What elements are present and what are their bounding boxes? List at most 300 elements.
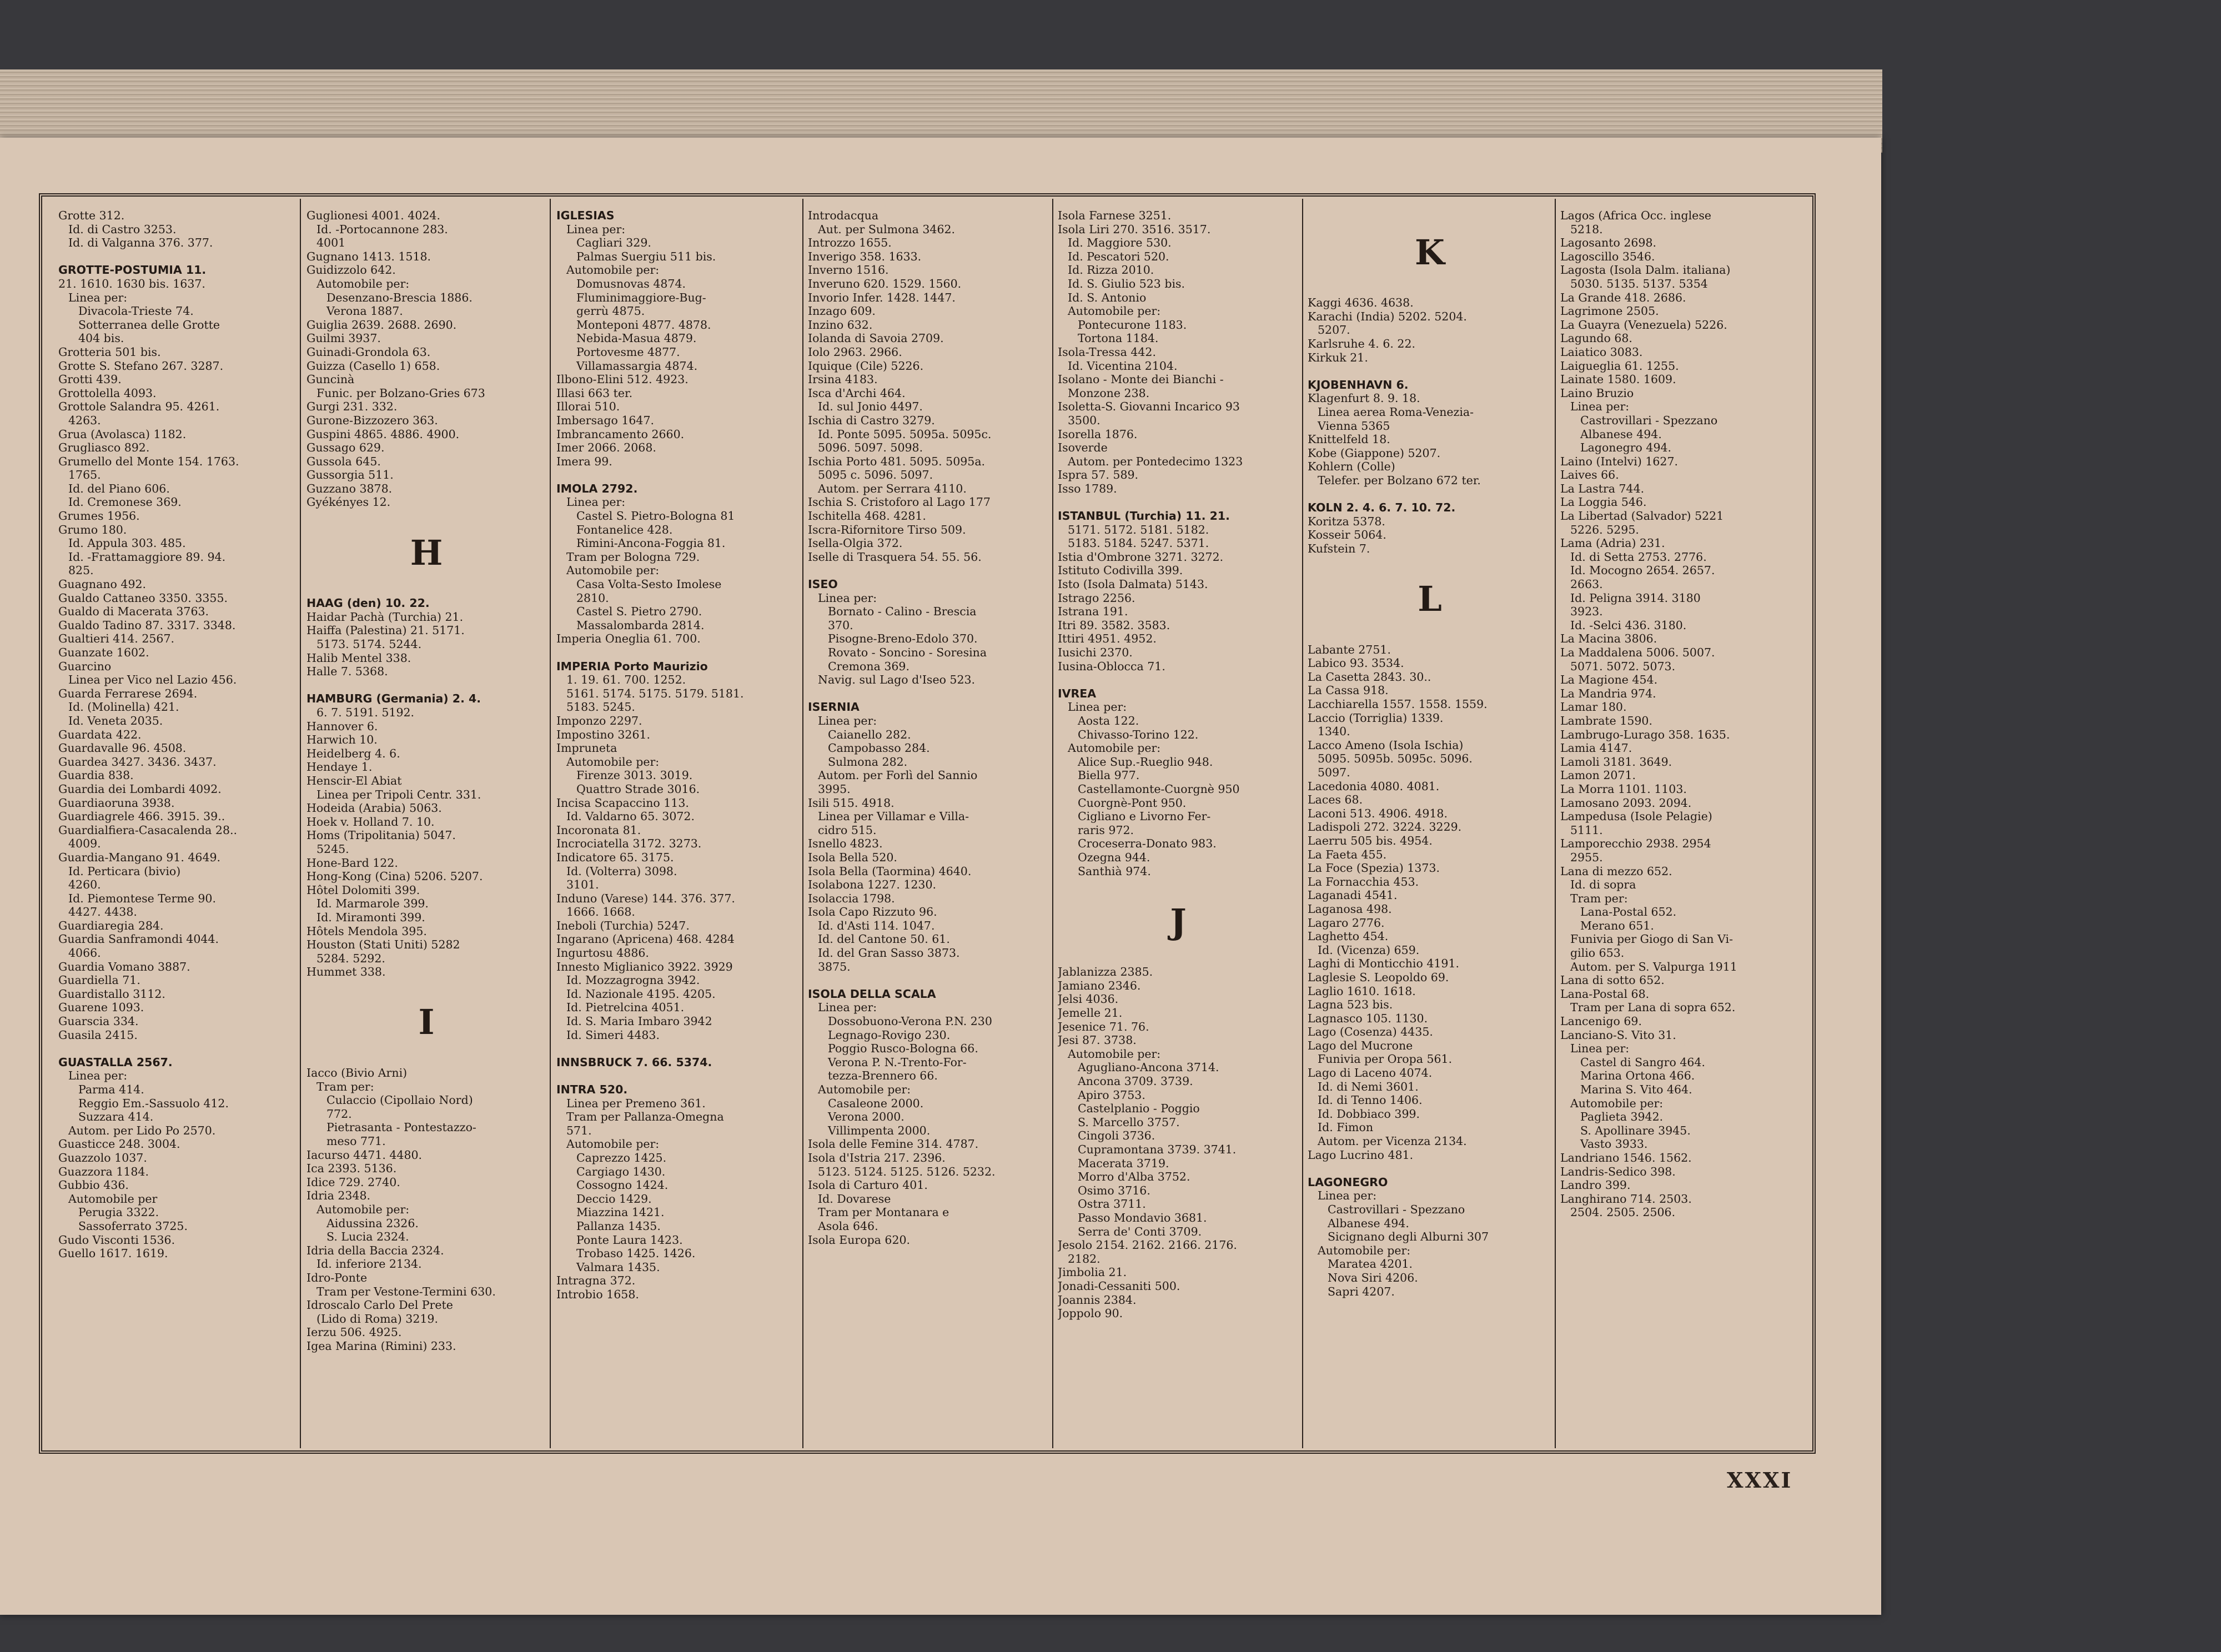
index-entry: Id. (Vicenza) 659. [1318,943,1420,957]
index-entry: Linea per: [1318,1189,1377,1203]
index-entry: Isola Europa 620. [808,1233,911,1247]
index-entry: Aosta 122. [1078,714,1139,727]
index-entry: Cargiago 1430. [576,1164,666,1178]
index-entry: La Loggia 546. [1560,495,1647,509]
index-entry: Poggio Rusco-Bologna 66. [828,1042,978,1056]
index-entry: cidro 515. [818,823,877,837]
index-entry: 5096. 5097. 5098. [818,441,923,455]
index-entry: Incrociatella 3172. 3273. [556,837,702,851]
index-entry: Ischia S. Cristoforo al Lago 177 [808,495,991,509]
index-entry: Lamon 2071. [1560,769,1636,782]
index-entry: Jesenice 71. 76. [1058,1020,1149,1033]
index-entry: Id. Veneta 2035. [68,714,163,727]
index-entry [808,687,1049,701]
index-entry: Reggio Em.-Sassuolo 412. [78,1096,229,1110]
index-entry: Houston (Stati Uniti) 5282 [306,938,460,952]
index-entry: Id. Rizza 2010. [1068,263,1154,277]
index-entry: Ischitella 468. 4281. [808,509,926,523]
index-entry: Guncinà [306,373,355,386]
index-entry: Inverigo 358. 1633. [808,249,922,263]
index-entry: 5226. 5295. [1570,523,1639,536]
index-entry: Rimini-Ancona-Foggia 81. [576,536,726,550]
index-entry: IVREA [1058,686,1097,700]
index-entry: Id. di Setta 2753. 2776. [1570,550,1707,564]
index-entry: 3995. [818,782,851,796]
index-entry: Illorai 510. [556,400,620,414]
index-entry: Hone-Bard 122. [306,856,398,870]
index-entry: Guardistallo 3112. [58,987,165,1001]
index-entry: Langhirano 714. 2503. [1560,1192,1692,1206]
index-entry: 2182. [1068,1252,1101,1266]
index-entry [306,679,546,692]
index-entry: La Magione 454. [1560,673,1658,687]
index-entry: Vienna 5365 [1318,419,1390,433]
index-entry: Divacola-Trieste 74. [78,304,194,318]
index-entry: Haiffa (Palestina) 21. 5171. [306,624,465,637]
index-entry: Igea Marina (Rimini) 233. [306,1339,456,1353]
index-entry: Castrovillari - Spezzano [1328,1203,1465,1216]
index-entry: Lanciano-S. Vito 31. [1560,1028,1676,1042]
index-entry: Id. di Tenno 1406. [1318,1093,1423,1107]
index-entry: Grottole Salandra 95. 4261. [58,400,220,414]
index-entry: Iselle di Trasquera 54. 55. 56. [808,550,982,564]
page-number: XXXI [1727,1468,1793,1493]
index-entry: Firenze 3013. 3019. [576,769,693,782]
index-entry: Tram per Pallanza-Omegna [566,1110,724,1124]
column-rule [550,199,551,1448]
index-entry: Parma 414. [78,1083,144,1096]
index-entry: Jamiano 2346. [1058,978,1141,992]
index-entry: 5171. 5172. 5181. 5182. [1068,523,1209,536]
index-entry: Intragna 372. [556,1274,636,1288]
index-entry: Automobile per: [566,1137,660,1151]
index-entry: Id. S. Antonio [1068,290,1147,304]
index-entry: Automobile per: [1570,1096,1664,1110]
index-entry: tezza-Brennero 66. [828,1069,938,1083]
index-entry: Alice Sup.-Rueglio 948. [1078,755,1213,769]
index-entry: Ingurtosu 4886. [556,946,649,960]
index-entry: Autom. per S. Valpurga 1911 [1570,960,1737,973]
index-entry: Guinadi-Grondola 63. [306,345,431,359]
index-entry: Apiro 3753. [1078,1088,1145,1102]
index-entry: 3923. [1570,605,1603,619]
index-entry: Sotterranea delle Grotte [78,318,220,332]
column-rule [300,199,301,1448]
index-entry: 370. [828,618,853,632]
index-entry: Jablanizza 2385. [1058,965,1153,979]
index-entry: Lagrimone 2505. [1560,304,1659,318]
index-entry: Laganadi 4541. [1308,888,1398,902]
index-entry: Iusichi 2370. [1058,646,1133,659]
index-entry: Imer 2066. 2068. [556,441,656,455]
index-entry: Tortona 1184. [1078,332,1159,345]
index-entry: Guardiagrele 466. 3915. 39.. [58,810,225,824]
index-entry: Castelplanio - Poggio [1078,1102,1200,1116]
index-entry: Id. (Molinella) 421. [68,700,179,714]
index-entry: Automobile per: [1318,1243,1411,1257]
index-entry: LAGONEGRO [1308,1175,1388,1189]
index-entry: Lago Lucrino 481. [1308,1148,1414,1162]
index-entry: Hoek v. Holland 7. 10. [306,815,435,828]
index-entry: Id. del Cantone 50. 61. [818,932,950,946]
index-entry: La Mandria 974. [1560,686,1656,700]
index-entry: Jonadi-Cessaniti 500. [1058,1279,1180,1293]
index-entry: Labante 2751. [1308,642,1391,656]
index-entry: Istituto Codivilla 399. [1058,564,1183,578]
index-entry: ISOLA DELLA SCALA [808,987,936,1001]
index-entry: Introbio 1658. [556,1287,639,1301]
index-entry: Perugia 3322. [78,1206,159,1219]
index-entry: Ica 2393. 5136. [306,1162,397,1176]
index-entry: Illasi 663 ter. [556,386,633,400]
index-entry: Lacedonia 4080. 4081. [1308,779,1440,793]
index-entry: Lagaro 2776. [1308,916,1385,930]
index-entry: Hendaye 1. [306,760,373,774]
index-entry: Klagenfurt 8. 9. 18. [1308,391,1420,405]
index-entry: Lainate 1580. 1609. [1560,373,1676,386]
index-entry: Laiatico 3083. [1560,345,1643,359]
index-entry: Induno (Varese) 144. 376. 377. [556,891,735,905]
index-entry: Cremona 369. [828,659,909,673]
index-entry [1308,488,1552,501]
index-entry [1058,952,1299,966]
index-entry: Id. Cremonese 369. [68,495,182,509]
index-entry: Maratea 4201. [1328,1257,1413,1271]
index-entry: Isili 515. 4918. [808,796,895,810]
index-entry: 1. 19. 61. 700. 1252. [566,673,686,687]
index-entry: Linea per: [818,591,877,605]
index-entry: Guardia Vomano 3887. [58,960,190,973]
index-entry: Casaleone 2000. [828,1096,924,1110]
index-entry: Joannis 2384. [1058,1293,1137,1307]
index-entry: Isella-Olgia 372. [808,536,903,550]
index-entry: S. Lucia 2324. [326,1230,409,1244]
index-entry: Linea per: [818,1001,877,1015]
index-entry [808,564,1049,578]
index-entry: Istia d'Ombrone 3271. 3272. [1058,550,1224,564]
index-column-5 [1058,209,1299,1436]
index-entry: Grugliasco 892. [58,441,150,455]
index-entry: Laces 68. [1308,793,1363,807]
index-entry: Caprezzo 1425. [576,1151,667,1164]
index-entry: Id. di Valganna 376. 377. [68,236,213,250]
index-entry: Idria 2348. [306,1189,371,1203]
index-entry: Automobile per: [566,263,660,277]
index-entry: Id. di Nemi 3601. [1318,1079,1419,1093]
index-entry: Lacchiarella 1557. 1558. 1559. [1308,697,1488,711]
index-entry: Grua (Avolasca) 1182. [58,427,187,441]
index-entry: Id. di sopra [1570,878,1636,892]
index-entry: Passo Mondavio 3681. [1078,1211,1207,1224]
index-entry: Autom. per Forlì del Sannio [818,769,978,782]
index-entry: gilio 653. [1570,946,1625,960]
index-entry: Navig. sul Lago d'Iseo 523. [818,673,976,687]
index-entry: Tram per: [1570,891,1628,905]
index-entry: Grotte 312. [58,209,125,222]
index-entry: Pontecurone 1183. [1078,318,1187,332]
index-entry: Lambrate 1590. [1560,714,1652,727]
index-entry: Isola di Carturo 401. [808,1178,928,1192]
index-entry: Grumo 180. [58,523,127,536]
index-entry: Guardia-Mangano 91. 4649. [58,850,221,864]
index-entry: Lamia 4147. [1560,741,1632,755]
index-entry: 3875. [818,960,851,973]
index-entry: Isolaccia 1798. [808,891,895,905]
index-entry: IMOLA 2792. [556,481,638,495]
index-entry: S. Marcello 3757. [1078,1115,1180,1129]
index-entry: 5123. 5124. 5125. 5126. 5232. [818,1164,996,1178]
index-entry: Chivasso-Torino 122. [1078,727,1199,741]
index-entry: Istrago 2256. [1058,591,1135,605]
index-entry: Id. S. Maria Imbaro 3942 [566,1015,712,1028]
index-entry: Id. Simeri 4483. [566,1028,660,1042]
index-entry: Isola Farnese 3251. [1058,209,1172,222]
index-entry: Guarscia 334. [58,1015,139,1028]
index-entry: Lambrugo-Lurago 358. 1635. [1560,727,1730,741]
index-entry: Guardata 422. [58,727,142,741]
index-entry: Lagosanto 2698. [1560,236,1657,250]
index-entry: 4066. [68,946,101,960]
index-entry: Linea per Vico nel Lazio 456. [68,673,237,687]
index-entry: Paglieta 3942. [1580,1110,1664,1124]
index-entry: HAMBURG (Germania) 2. 4. [306,692,481,706]
index-entry: Pisogne-Breno-Edolo 370. [828,632,978,646]
index-entry: Id. Vicentina 2104. [1068,359,1178,373]
index-entry: Tram per Lana di sopra 652. [1570,1001,1736,1015]
index-entry: Grottolella 4093. [58,386,157,400]
index-entry: Id. Miramonti 399. [316,910,425,924]
index-entry: Ilbono-Elini 512. 4923. [556,373,689,386]
index-entry: Castel di Sangro 464. [1580,1055,1705,1069]
index-entry: Karachi (India) 5202. 5204. [1308,309,1467,323]
index-entry: Itri 89. 3582. 3583. [1058,618,1170,632]
index-entry: Iscra-Rifornitore Tirso 509. [808,523,966,536]
index-entry: HAAG (den) 10. 22. [306,596,430,610]
index-entry: 5161. 5174. 5175. 5179. 5181. [566,686,744,700]
index-entry: Isoletta-S. Giovanni Incarico 93 [1058,400,1240,414]
timetable-index-page [0,138,1881,1615]
index-entry: 3500. [1068,413,1101,427]
index-entry: 4001 [316,236,346,250]
index-entry: Jesi 87. 3738. [1058,1033,1137,1047]
index-entry: Caianello 282. [828,727,911,741]
index-entry: Linea per: [1570,1042,1630,1056]
index-entry: Isoverde [1058,441,1108,455]
index-entry: Ladispoli 272. 3224. 3229. [1308,820,1462,834]
index-entry: Iolo 2963. 2966. [808,345,902,359]
index-entry: GUASTALLA 2567. [58,1055,173,1069]
index-entry: ISTANBUL (Turchia) 11. 21. [1058,509,1230,523]
index-entry: Id. Pietrelcina 4051. [566,1001,685,1015]
index-entry: Grumello del Monte 154. 1763. [58,454,239,468]
index-entry: Linea per: [1570,400,1630,414]
index-entry: Ischia di Castro 3279. [808,413,935,427]
index-entry: Valmara 1435. [576,1260,660,1274]
index-entry: Funic. per Bolzano-Gries 673 [316,386,485,400]
index-entry: Id. Dobbiaco 399. [1318,1107,1420,1121]
index-entry: Lagna 523 bis. [1308,998,1393,1012]
index-entry: 6. 7. 5191. 5192. [316,706,415,719]
index-entry: 2663. [1570,578,1603,591]
index-entry: La Casetta 2843. 30.. [1308,670,1431,684]
index-entry: La Fornacchia 453. [1308,875,1419,888]
index-entry: ISEO [808,578,838,591]
index-entry: Landro 399. [1560,1178,1631,1192]
index-entry: Sassoferrato 3725. [78,1219,188,1233]
index-entry: Guardialfiera-Casacalenda 28.. [58,823,238,837]
index-entry: La Guayra (Venezuela) 5226. [1560,318,1727,332]
index-entry: La Cassa 918. [1308,684,1389,697]
index-entry: Laghi di Monticchio 4191. [1308,957,1460,971]
index-entry: Id. Peligna 3914. 3180 [1570,591,1701,605]
index-entry: Agugliano-Ancona 3714. [1078,1061,1219,1074]
index-entry: Verona 1887. [326,304,403,318]
index-entry: Merano 651. [1580,918,1654,932]
index-entry [58,250,297,264]
index-entry: Guilmi 3937. [306,332,381,345]
index-entry: Ispra 57. 589. [1058,468,1139,482]
index-entry: Ittiri 4951. 4952. [1058,632,1157,646]
index-entry [58,1042,297,1056]
index-entry: Inzino 632. [808,318,873,332]
index-entry: Id. Mozzagrogna 3942. [566,973,700,987]
index-entry: Idice 729. 2740. [306,1175,400,1189]
index-entry: Iolanda di Savoia 2709. [808,332,944,345]
index-entry: Id. Nazionale 4195. 4205. [566,987,716,1001]
index-entry: Imponzo 2297. [556,714,642,727]
index-entry: Linea per: [818,714,877,727]
index-entry [556,468,800,482]
index-entry [1308,209,1552,223]
index-entry: Guiglia 2639. 2688. 2690. [306,318,457,332]
index-entry: Albanese 494. [1328,1216,1409,1230]
index-entry: (Lido di Roma) 3219. [316,1312,438,1325]
index-entry: Cingoli 3736. [1078,1129,1155,1143]
index-entry: Legnago-Rovigo 230. [828,1028,951,1042]
index-entry: raris 972. [1078,823,1134,837]
index-entry: Heidelberg 4. 6. [306,746,400,760]
index-entry [1058,878,1299,892]
index-entry: Guglionesi 4001. 4024. [306,209,440,222]
index-entry: Gualdo di Macerata 3763. [58,605,209,619]
index-entry: Invorio Infer. 1428. 1447. [808,290,956,304]
index-entry: Gussorgia 511. [306,468,394,482]
index-entry [1058,673,1299,687]
index-entry: Guardia dei Lombardi 4092. [58,782,222,796]
index-entry: Linea per: [566,222,626,236]
index-entry: Jimbolia 21. [1058,1266,1127,1279]
index-entry: Gugnano 1413. 1518. [306,249,431,263]
index-entry: 2955. [1570,850,1603,864]
index-entry: Lagonegro 494. [1580,441,1672,455]
index-column-3 [556,209,800,1436]
index-column-7 [1560,209,1810,1436]
index-entry: Ineboli (Turchia) 5247. [556,918,690,932]
index-entry: Id. S. Giulio 523 bis. [1068,277,1185,290]
section-letter: L [1418,579,1442,620]
index-entry: 2810. [576,591,609,605]
index-entry: Gyékényes 12. [306,495,391,509]
index-entry: Guagnano 492. [58,578,147,591]
index-entry: Lacco Ameno (Isola Ischia) [1308,738,1464,752]
index-entry: Guasticce 248. 3004. [58,1137,180,1151]
index-entry: Imbrancamento 2660. [556,427,685,441]
index-entry: Lagos (Africa Occ. inglese [1560,209,1711,222]
index-entry: 5245. [316,842,349,856]
index-entry: Lampedusa (Isole Pelagie) [1560,810,1712,824]
column-rule [1302,199,1303,1448]
index-entry: Laerru 505 bis. 4954. [1308,833,1433,847]
index-entry: S. Apollinare 3945. [1580,1123,1691,1137]
index-entry: Linea per: [1068,700,1127,714]
index-entry: Laccio (Torriglia) 1339. [1308,711,1444,725]
section-letter: H [410,532,443,573]
index-entry: Bornato - Calino - Brescia [828,605,977,619]
index-entry: Isola delle Femine 314. 4787. [808,1137,979,1151]
index-entry: Id. sul Jonio 4497. [818,400,923,414]
index-entry: 4427. 4438. [68,905,137,919]
index-entry: Kohlern (Colle) [1308,460,1395,474]
index-entry: Hôtels Mendola 395. [306,924,427,938]
index-entry: Tram per Vestone-Termini 630. [316,1284,496,1298]
index-entry: Introdacqua [808,209,879,222]
index-entry [556,1069,800,1083]
index-entry: Cossogno 1424. [576,1178,669,1192]
index-entry: Nebida-Masua 4879. [576,332,697,345]
index-entry: Cagliari 329. [576,236,651,250]
index-entry: Campobasso 284. [828,741,930,755]
index-entry: Lagosta (Isola Dalm. italiana) [1560,263,1731,277]
index-entry: 5030. 5135. 5137. 5354 [1570,277,1708,290]
index-entry: Jelsi 4036. [1058,992,1119,1006]
index-entry: Monteponi 4877. 4878. [576,318,711,332]
index-entry: Miazzina 1421. [576,1206,665,1219]
index-entry: Automobile per: [1068,1047,1161,1061]
index-entry: Hôtel Dolomiti 399. [306,883,420,897]
index-entry: IMPERIA Porto Maurizio [556,659,708,673]
index-entry: Hodeida (Arabia) 5063. [306,801,442,815]
index-entry: 772. [326,1107,352,1121]
index-entry: Linea per Premeno 361. [566,1096,706,1110]
index-entry: 1765. [68,468,101,482]
index-entry: Guello 1617. 1619. [58,1247,168,1261]
index-entry: Morro d'Alba 3752. [1078,1170,1190,1184]
index-entry: 5071. 5072. 5073. [1570,659,1676,673]
section-letter: K [1415,232,1445,273]
index-entry: GROTTE-POSTUMIA 11. [58,263,207,277]
index-entry: Jemelle 21. [1058,1006,1123,1020]
index-entry: Kufstein 7. [1308,541,1370,555]
index-entry: 5095 c. 5096. 5097. [818,468,933,482]
index-entry: Imera 99. [556,454,612,468]
index-entry: Kosseir 5064. [1308,528,1386,542]
index-entry: Laglesie S. Leopoldo 69. [1308,970,1449,984]
index-entry: Nova Siri 4206. [1328,1271,1418,1284]
index-entry: Jesolo 2154. 2162. 2166. 2176. [1058,1238,1237,1252]
index-entry: Cuorgnè-Pont 950. [1078,796,1187,810]
index-entry: Trobaso 1425. 1426. [576,1247,696,1261]
index-entry: Laino Bruzio [1560,386,1634,400]
index-entry: Laconi 513. 4906. 4918. [1308,806,1448,820]
index-entry: Id. -Frattamaggiore 89. 94. [68,550,226,564]
index-entry: Inverno 1516. [808,263,889,277]
index-entry: Isola Capo Rizzuto 96. [808,905,937,919]
index-entry: Iacco (Bivio Arni) [306,1066,408,1080]
index-entry: Henscir-El Abiat [306,774,402,787]
index-entry: Quattro Strade 3016. [576,782,700,796]
index-entry: Isto (Isola Dalmata) 5143. [1058,578,1208,591]
index-entry [306,979,546,993]
